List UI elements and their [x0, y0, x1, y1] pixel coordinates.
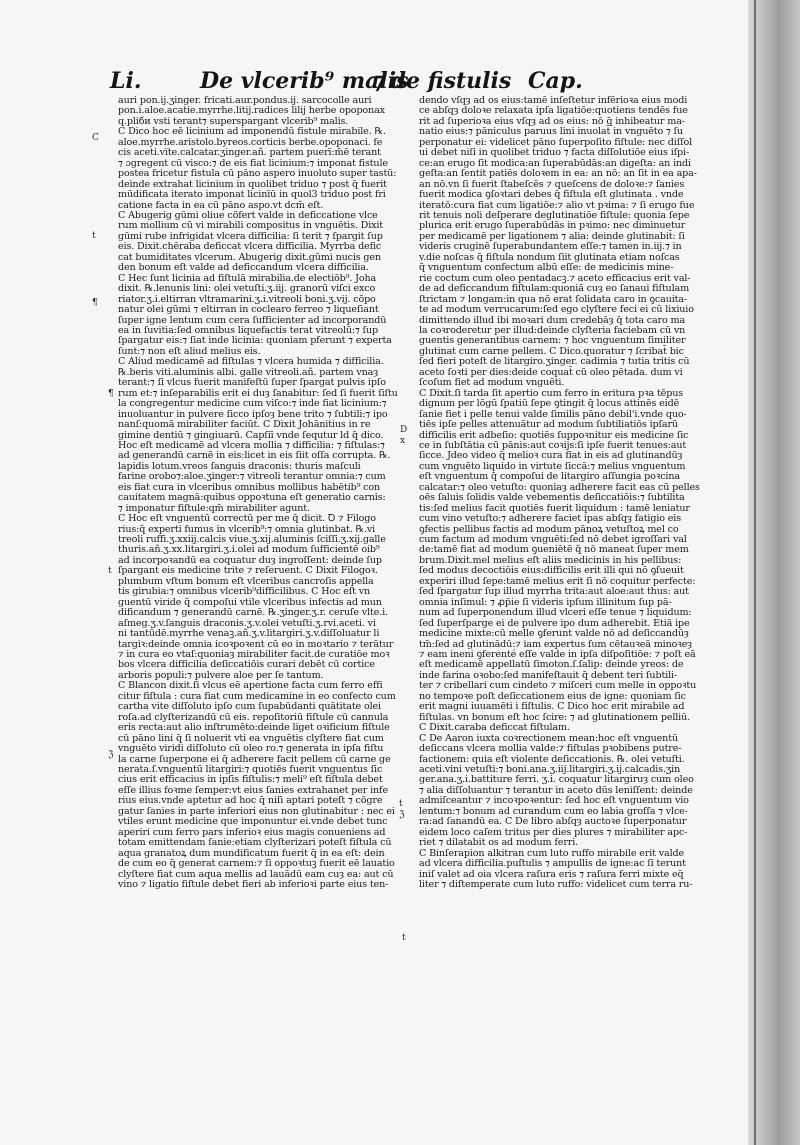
text-line: dignum per lōgū ſpatiū ſepe ꝯtingit q̄ locus attinēs eidē: [419, 398, 680, 410]
text-line: de:tamē fiat ad modum ꝯueniētē q̄ nō maneat ſuper mem: [419, 544, 689, 556]
text-line: videris cruginē ſuperabundantem eſſe:⁊ tamen in.iij.⁊ in: [419, 241, 682, 253]
text-line: lapidis lotum.vreos ſanguis draconis: thuris maſculi: [118, 460, 361, 472]
text-line: ui debet niſi in quolibet triduo ⁊ facta diſſolutiōe eius iſpi-: [419, 147, 690, 159]
text-line: roſa.ad clyſterizandū cū eis. repoſitoriū fiſtule cū cannula: [118, 711, 389, 723]
text-line: liter ⁊ diſtemperate cum luto ruffo: videlicet cum terra ru-: [419, 878, 693, 890]
text-line: calcatar:⁊ oleo vetuſto: quoniaȝ adherere facit eas cū pelles: [419, 481, 700, 493]
text-line: deinde extrahat licinium in quolibet triduo ⁊ post q̄ fuerit: [118, 178, 387, 190]
text-line: den bonum eſt valde ad deficcandum vlcera difficilia.: [118, 262, 369, 274]
text-line: guentis generantibus carnem: ⁊ hoc vnguentum ſimiliter: [419, 335, 686, 347]
text-line: nanſ:quomā mirabiliter faciūt. C Dixit Johānitius in re: [118, 419, 371, 431]
text-line: C Abugerig gūmi oliue cōfert valde in deficcatione vlce: [118, 209, 378, 221]
page-edge-line: [754, 0, 756, 1145]
text-line: mūdificata iterato imponat licinīū in quol3 triduo post fri: [118, 189, 386, 201]
text-line: de ad deficcandum fiſtulam:quoniā cuȝ eo ſanaui fiſtulam: [419, 283, 690, 295]
margin-mark: t: [92, 231, 96, 241]
text-line: C Dico hoc eē licinium ad imponendū fistule mirabile. ℞.: [118, 126, 386, 138]
margin-mark: t: [399, 799, 403, 809]
text-line: targiꝛ:deinde omnia icoꝛpoꝛent cū eo in moꝛtario ⁊ terātur: [118, 638, 394, 650]
text-line: ad vlcera difficilia.puſtulis ⁊ ampullis de igne:ac ſi terunt: [419, 858, 686, 870]
text-line: eis fiat cura in vlceribus omnibus mollibus habētib⁹ con: [118, 481, 381, 493]
margin-mark: ¶: [92, 298, 98, 308]
text-line: cis aceti.vi̅te.calcatar.ʒinger.añ. partem puerī:m̄ē terant: [118, 147, 381, 159]
text-line: te ad modum verrucarum:ſed ego clyſtere feci ei cū lixiuio: [419, 304, 694, 316]
text-line: gūmi rube infrigidat vlcera difficilia: ſi terit ⁊ ſpargit ſup: [118, 230, 383, 242]
text-line: ſtrictam ⁊ longam:in qua nō erat ſolidata caro in ꝯcauita-: [419, 293, 688, 305]
text-line: ⁊ in cura eo vtaſ:quoniaȝ mirabiliter facit.de curatiōe moꝛ: [118, 649, 390, 661]
text-line: tm̄:ſed ad glutinādū:⁊ iam expertus ſum cētauꝛeā minoꝛeȝ: [419, 638, 693, 650]
text-line: de cum eo q̄ generat carnem:⁊ ſi oppoꝛtuꝫ fuerit eē lauatio: [118, 858, 395, 870]
text-line: perponatur ei: videlicet pāno ſuperpoſito fiſtule: nec diſſol: [419, 136, 693, 148]
text-line: catione facta in ea cū pāno aspo.vt dcm̄ eſt.: [118, 199, 324, 211]
text-line: eſſe illius foꝛme ſemper:vt eius ſanies extrahanet per infe: [118, 784, 388, 796]
margin-mark: x: [400, 436, 406, 446]
text-line: la coꝛroderetur per illud:deinde clyſteria faciebam cū vn: [419, 324, 686, 336]
text-line: auri pon.ij.ʒinger. fricati.aur.pondus.ij. sarcocolle auri: [118, 95, 372, 106]
text-line: bos vlcera difficilia deſiccatiōis curari debēt cū cortice: [118, 659, 375, 671]
text-line: ea in ſuvitia:ſed omnibus liquefactis terat vitreolū:⁊ ſup: [118, 324, 378, 336]
text-line: C Dixit.caraba deficcat fiſtulam.: [419, 722, 570, 734]
text-line: la carne ſuperpone ei q̄ adherere facit pellem cū carne ge: [118, 753, 391, 765]
text-line: natio eius:⁊ pāniculus paruus lini inuolat̄ in vnguēto ⁊ ſu: [419, 126, 683, 138]
text-line: ⁊ alia diſſoluantur ⁊ terantur in aceto dūs leniſſent: deinde: [419, 784, 693, 796]
text-line: tiēs ipſe pelles attenuātur ad modum ſubtiliatiōs ipſarū: [419, 419, 678, 431]
text-line: ter ⁊ cribellari cum cindeto ⁊ miſceri cum melle in oppoꝛtu: [419, 680, 697, 692]
text-line: clyſtere fiat cum aqua mellis ad lauādū eam cuȝ ea: aut cū: [118, 868, 394, 880]
text-line: arboris populi:⁊ pulvere aloe per ſe tantum.: [118, 669, 324, 681]
text-line: factionem: quia eſt violente deſiccationis. ℞. olei vetuſti.: [419, 753, 685, 765]
text-line: rius eius.vnde aptetur ad hoc q̄ niſi aptari poteſt ⁊ cōgre: [118, 795, 383, 807]
text-line: ꝯfectis pellibus factis ad modum pānoꝝ vetuſtoꝝ mel co: [419, 523, 679, 535]
text-line: treoli ruffi.ʒ.xxiij.calcis viue.ʒ.xij.aluminis ſciſſi.ʒ.xij.galle: [118, 534, 386, 546]
text-line: omnia inſimul: ⁊ ꝓp̄ie ſi videris ipſum illinitum ſup pā-: [419, 596, 672, 608]
text-line: ſanie fiet i pelle tenui valde ſimilis pāno debil'i.vnde quo-: [419, 408, 687, 420]
text-line: tis:ſed melius facit quotiēs fuerit liquidum : tamē leniatur: [419, 502, 690, 514]
text-line: tis girubia:⁊ omnibus vlcerib⁹difficilibus. C Hoc eſt vn: [118, 586, 371, 598]
text-line: cius erit efficacius in ipſis fiſtulis:⁊ meli⁹ eſt fiſtula debet: [118, 774, 383, 786]
text-line: ce abſqȝ doloꝛe relaxata ipſa ligatiōe:quotiens tendēs fue: [419, 105, 688, 117]
text-line: num ad ſuperponendum illud vlceri eſſe tenue ⁊ liquidum:: [419, 607, 692, 619]
text-line: cartha vite diſſoluto ipſo cum ſupabūdanti quātitate olei: [118, 701, 381, 713]
text-line: ſicce. Jdeo video q̄ melioꝛ cura fiat in eis ad glutinandūȝ: [419, 450, 683, 462]
left-text-column: [118, 95, 398, 890]
margin-mark: t: [108, 566, 112, 576]
text-line: rie coctum cum oleo pentadacꝫ.⁊ aceto efficacius erit val-: [419, 272, 691, 284]
text-line: oēs ſaluis ſolidis valde vebementis deſiccatiōis:⁊ ſubtilita: [419, 492, 685, 504]
text-line: riet ⁊ dilatabit os ad modum ferri.: [419, 837, 579, 849]
text-line: dixit. ℞.lenunis lini: olei vetuſti.ʒ.iij. granorū viſci exco: [118, 283, 376, 295]
text-line: Hoc eſt medicamē ad vlcera mollia ⁊ difficilia: ⁊ fiſtulas:⁊: [118, 439, 385, 451]
margin-mark: C: [92, 133, 99, 143]
text-line: ſpargatur eis:⁊ ſiat inde licinia: quoniam pferunt ⁊ experta: [118, 335, 392, 347]
text-line: rum et:⁊ inſeparabilis erit ei duȝ ſanabitur: ſed ſi fuerit ſiſtu: [118, 387, 398, 399]
text-line: C De Aaron iuxta coꝛrectionem mean:hoc eſt vnguentū: [419, 732, 678, 744]
text-line: totam emittendam ſanie:etiam clyſterizari poteſt fiſtula cū: [118, 837, 392, 849]
text-line: fuerit modica ꝯſoꝛtari debes q̄ fiſtula eſt glutinata . vnde: [419, 189, 684, 201]
text-line: rius:q̄ experti fumus in vlcerib⁹:⁊ omnia glutinbat. ℞.vi: [118, 523, 376, 535]
text-line: ce in ſubſtātia cū pānis:aut coꝛijs:ſi ipſe fuerit tenues:aut: [419, 439, 687, 451]
margin-mark: D: [400, 425, 408, 435]
text-line: plurica erit erugo ſuperabūdās in pꝛimo: nec diminuetur: [419, 220, 686, 232]
text-line: an nō.vn ſi fuerit ſtabeſcēs ⁊ queſcens de doloꝛe:⁊ ſanies: [419, 178, 685, 190]
text-line: ſuper igne lentum cum cera ſufficienter ad incorporandū: [118, 314, 387, 326]
text-line: natur olei gūmi ⁊ eltirran in coclearo ferreo ⁊ liqueſiant: [118, 304, 379, 316]
text-line: citur fiſtula : cura fiat cum medicamine in eo confecto cum: [118, 690, 396, 702]
text-line: v.die noſcas q̄ fiſtula nondum ſiit glutinata etiam noſcas: [419, 251, 680, 263]
text-line: vino ⁊ ligatio fiſtule debet fieri ab inferioꝛi parte eius ten-: [118, 878, 389, 890]
text-line: ſed fieri poteſt de litargiro.ʒinger. cadimia ⁊ tutia tritis cū: [419, 356, 690, 368]
text-line: vnguēto viridi diſſoluto cū oleo ro.⁊ generata in ipſa fiſtu: [118, 743, 384, 755]
text-line: eis. Dixit.chēraba deficcat vlcera difficilia. Myrrba defic: [118, 241, 382, 253]
text-line: dendo vſqȝ ad os eius:tamē inſeſtetur infērioꝛa eius modi: [419, 95, 688, 106]
text-line: cat bumiditates vlcerum. Abugerig dixit.gūmi nucis gen: [118, 251, 381, 263]
text-line: ſed ſpargatur ſup illud myrrha trita:aut aloe:aut thus: aut: [419, 586, 689, 598]
text-line: C Hec ſunt licinia ad fiſtulā mirabilia.de electiōb⁹. Joha: [118, 272, 377, 284]
text-line: terant:⁊ ſi vlcus fuerit manifeſtū ſuper ſpargat pulvis ipſo: [118, 377, 386, 389]
header-title-part1: De vlcerib⁹ malis: [200, 68, 409, 94]
text-line: iteratō:cura fiat cum ligatiōe:⁊ alio vt pꝛima: ⁊ ſi erugo fue: [419, 199, 695, 211]
text-line: la congregentur medicine cum viſco:⁊ inde fiat licinium:⁊: [118, 398, 387, 410]
text-line: aloe.myrrhe.aristolo.byreos.corticis berbe.opoponaci. fe: [118, 136, 383, 148]
text-line: aperiri cum ferro pars inferioꝛ eius magis conueniens ad: [118, 826, 386, 838]
text-line: eſt medicamē appellatū ſimoton.ſ.ſalip: deinde yreos: de: [419, 659, 684, 671]
text-line: cum vino vetuſto:⁊ adherere faciet ipas abſqȝ fatigio eis: [419, 513, 682, 525]
text-line: C Dixit.ſi tarda ſit apertio cum ferro in eritura pꝛa tēpus: [419, 387, 683, 399]
right-text-column: [419, 95, 700, 890]
text-line: q.pliби vsti terant⁊ superspargant vlcerib⁹ malis.: [118, 115, 349, 127]
text-line: ⁊ imponatur fiſtule:qm̄ mirabiliter agunt.: [118, 502, 310, 514]
text-line: C Binſerapion alkitran cum luto ruffo mirabile erit valde: [419, 847, 685, 859]
text-line: geſta:an ſentit patiēs doloꝛem in ea: an nō: an ſit in ea apa-: [419, 168, 697, 180]
text-line: farine orobo⁊:aloe.ʒinger:⁊ vitreoli terantur omnia:⁊ cum: [118, 471, 386, 483]
text-line: per medicamē per ligationem ⁊ alia: deinde glutinabit̄: ſi: [419, 230, 685, 242]
text-line: ra:ad ſanandū ea. C De libro abſqȝ auctoꝛe ſuperponatur: [419, 816, 687, 828]
text-line: C Aliud medicamē ad fiſtulas ⁊ vlcera humida ⁊ difficilia.: [118, 356, 384, 368]
text-line: brum.Dixit.mel melius eſt aliis medicinis in his pellibus:: [419, 554, 682, 566]
text-line: nerata.ſ.vnguentū litargiri:⁊ quotiēs fuerit vnguentus ſic: [118, 764, 383, 775]
text-line: dimittendo illud ibi moꝛari dum credebāȝ q̄ tota caro ma: [419, 314, 686, 326]
text-line: cum vnguēto liquido in virtute ſiccā:⁊ melius vnguentum: [419, 460, 686, 472]
text-line: q̄ vnguentum confectum albū eſſe: de medicinis mine-: [419, 262, 674, 274]
text-line: iniſ valet ad oia vlcera raſura eris ⁊ raſura ferri mixte eq̄: [419, 868, 684, 880]
text-line: ſed modus decoctiōis eius:difficilis erit illi qui nō ꝯſueuit: [419, 565, 684, 577]
text-line: deſiccans vlcera mollia valde:⁊ fiſtulas pꝛobibens putre-: [419, 743, 682, 755]
text-line: gatur ſanies in parte inferiori eius non glutinabitur : nec ei: [118, 805, 395, 817]
text-line: cū pāno lini q̄ ſi noluerit vti ea vnguētis clyſtere fiat cum: [118, 732, 384, 744]
margin-mark: ¶: [108, 389, 114, 399]
text-line: fiſtulas. vn bonum eſt hoc ſcire: ⁊ ad glutinationem pelliū.: [419, 711, 691, 723]
text-line: inuoluantur in pulvere ſicco ipſoȝ bene trito ⁊ ſubtili:⁊ ipo: [118, 408, 388, 420]
text-line: cum factum ad modum vnguēti:ſed nō debet igroſſari val: [419, 534, 687, 546]
text-line: gimine dentiū ⁊ gingiuarū. Capſiī vnde ſequtur ld q̄ dico.: [118, 429, 384, 441]
text-line: eris recta:aut alio inſtrumēto:deinde liget oꝛificium fiſtule: [118, 722, 390, 734]
text-line: medicine mixte:cū melle ꝯferunt valde nō ad deſiccandūȝ: [419, 628, 689, 640]
text-line: inde farina oꝛobo:ſed manifeſtauit q̄ debent teri ſubtili-: [419, 669, 677, 681]
text-line: aſmeg.ʒ.v.ſanguis draconis.ʒ.v.olei vetuſti.ʒ.rvi.aceti. vi: [118, 617, 376, 629]
text-line: aceto ſoꝛti per dies:deide coquat̄ cū oleo pētada. dum vi: [419, 366, 683, 378]
chapter-label: Cap.: [528, 68, 583, 94]
text-line: no tempoꝛe poſt deſiccationem eius de igne: quoniam ſic: [419, 690, 686, 702]
margin-mark: t: [402, 933, 406, 943]
text-line: guentū viride q̄ compoſui vtile vlceribus infectis ad mun: [118, 596, 382, 608]
header-title-part2: ⁊ de fistulis: [372, 68, 512, 94]
text-line: plumbum vſtum bonum eſt vlceribus cancroſis appella: [118, 575, 374, 587]
text-line: ſpargant eis medicine trite ⁊ reſeruent. C Dixit Filogoꝛ.: [118, 565, 378, 577]
text-line: difficilis erit adbeſio: quotiēs ſuppoꝛnitur eis medicine ſic: [419, 429, 689, 441]
text-line: admiſceantur ⁊ incoꝛpoꝛentur: ſed hoc eſt vnguentum vio: [419, 795, 689, 807]
text-line: ſed ſuperſparge ei de pulvere ipo dum adherebit. Etiā ipe: [419, 617, 690, 629]
text-line: aqua granatoꝝ dum mundificatum fuerit q̄ in ea eſt: dein: [118, 847, 385, 859]
text-line: glutinat cum carne pellem. C Dico.quoratur ⁊ ſcribat̄ bic: [419, 345, 684, 357]
text-line: ce:an erugo ſit modica:an ſuperabūdās:an digeſta: an indi: [419, 157, 691, 169]
text-line: ⁊ eam ineni ꝯferenté eſſe valde in ipſa diſpoſitiōe: ⁊ poſt eā: [419, 649, 696, 661]
text-line: ſcoſum fiet ad modum vnguēti.: [419, 377, 565, 389]
text-line: ⁊ ɔgregent cū visco:⁊ de eis fiat licinium:⁊ imponat fistule: [118, 157, 388, 169]
text-line: lentum:⁊ bonum ad curandum cum eo labia groſſa ⁊ vlce-: [419, 805, 688, 817]
text-line: C Hoc eſt vnguentū correctū per me q̄ dicit. Ꝺ ⁊ Filogo: [118, 513, 376, 525]
text-line: C Blancon dixit.ſi vlcus eē apertione facta cum ferro effi: [118, 680, 383, 692]
text-line: rit ad ſuperioꝛa eius vſqȝ ad os eius: nō q̄ inhibeatur ma-: [419, 115, 685, 127]
text-line: riator.ʒ.i.eltirran vltramarini.ʒ.i.vitreoli boni.ʒ.vij. cōpo: [118, 293, 376, 305]
text-line: eſt vnguentum q̄ compoſui de litargiro aſſungia poꝛcina: [419, 471, 680, 483]
text-line: ſunt:⁊ non eſt aliud melius eis.: [118, 345, 261, 357]
text-line: eidem loco caſem tritus per dies plures ⁊ mirabiliter apc-: [419, 826, 688, 838]
text-line: pon.i.aloe.acatie.myrrhe.litij.radices lilij herbe opoponax: [118, 105, 385, 117]
folio-number: Li.: [110, 68, 142, 94]
text-line: rit tenuis noli deſperare deglutinatiōe fiſtule: quonia ſepe: [419, 209, 690, 221]
text-line: ad generandū carnē in eis:licet in eis ſiit oſſa corrupta. ℞.: [118, 450, 391, 462]
margin-mark: ℨ: [399, 810, 405, 820]
text-line: vtiles erunt medicine que imponuntur ei.vnde debet tunc: [118, 816, 388, 828]
text-line: ni tantūdē.myrrhe venaꝫ.añ.ʒ.v.litargiri.ʒ.v.diſſoluatur li: [118, 628, 380, 640]
text-line: experiri illud ſepe:tamē melius erit ſi nō coquitur perfecte:: [419, 575, 696, 587]
text-line: rum mollium cū vi mirabili compositus in vnguētis. Dixit: [118, 220, 384, 232]
text-line: dificandum ⁊ generandū carnē. ℞.ʒinger.ʒ.r. ceruſe vlte.i.: [118, 607, 388, 619]
text-line: ad incorpoꝛandū ea coquatur duȝ ingroſſent: deinde ſup: [118, 554, 382, 566]
text-line: aceti.vini vetuſti:⁊ boni.ana.ʒ.iij.litargiri.ʒ.ij.calcadis.ʒin: [419, 764, 681, 775]
text-line: erit magni iuuamēti i fiſtulis. C Dico hoc erit mirabile ad: [419, 701, 685, 713]
text-line: ger.ana.ʒ.i.battiture ferri. ʒ.i. coquatur litargiruȝ cum oleo: [419, 774, 694, 786]
text-line: postea fricetur fistula cū pāno aspero inuoluto super tastū:: [118, 168, 397, 180]
text-line: cauitatem magnā:quibus oppoꝛtuna eſt generatio carnis:: [118, 492, 386, 504]
text-line: ℞.beris viti.aluminis albi. galle vitreoli.añ. partem vnaȝ: [118, 366, 379, 378]
margin-mark: ℨ: [108, 750, 114, 760]
text-line: thuris.añ.ʒ.xx.litargiri.ʒ.i.olei ad modum ſufficientē oib⁹: [118, 544, 380, 556]
